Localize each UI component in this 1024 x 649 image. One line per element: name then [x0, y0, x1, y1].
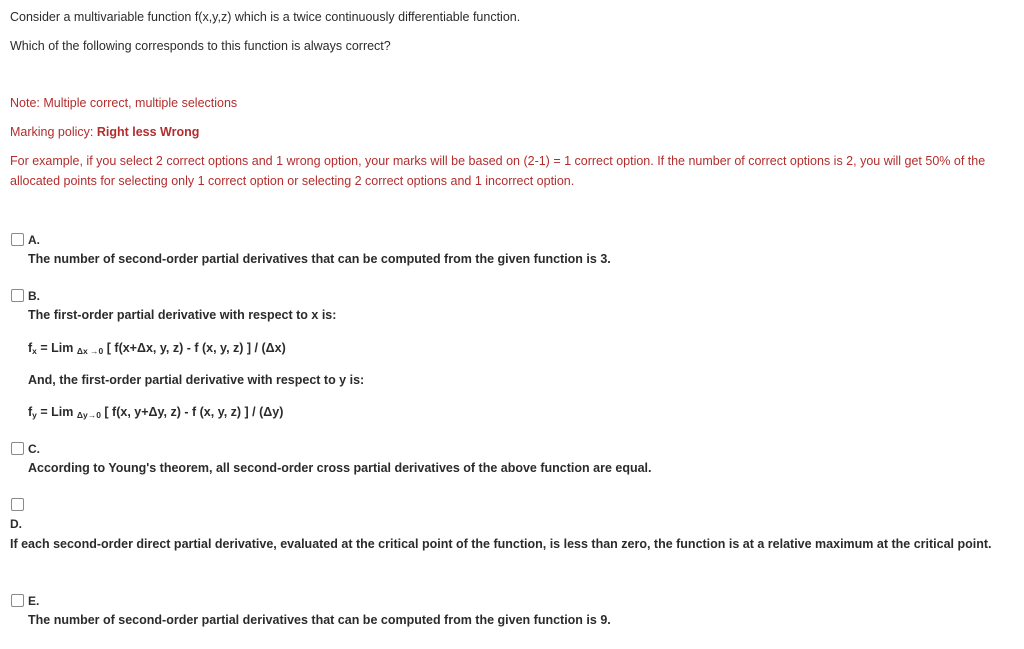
option-b-text-1[interactable]: The first-order partial derivative with respect to x is: — [28, 308, 337, 322]
marking-example: For example, if you select 2 correct options and 1 wrong option, your marks will be based on (2-1) = 1 correct option. If the number of correct options is 2, you will get 50% of the allocated points for selecting only 1 correct option or selecting 2 correct options and 1 incorrect option. — [10, 154, 986, 188]
option-d-checkbox[interactable] — [11, 498, 24, 511]
option-c-checkbox[interactable] — [11, 442, 24, 455]
option-a-text[interactable]: The number of second-order partial derivatives that can be computed from the given function is 3. — [28, 252, 611, 266]
option-e-checkbox[interactable] — [11, 594, 24, 607]
question-line-2: Which of the following corresponds to this function is always correct? — [10, 39, 391, 53]
fy-lim-subscript: Δy→0 — [76, 410, 101, 420]
question-line-1: Consider a multivariable function f(x,y,z) which is a twice continuously differentiable function. — [10, 10, 521, 24]
option-b-letter: B. — [28, 289, 40, 303]
option-c-letter: C. — [28, 442, 40, 456]
option-b-formula-fx — [28, 341, 286, 356]
option-b-formula-fy — [28, 405, 283, 420]
note-text: Note: Multiple correct, multiple selections — [10, 96, 238, 110]
marking-policy-value: Right less Wrong — [96, 125, 200, 139]
option-e-letter: E. — [28, 594, 40, 608]
option-b-text-2: And, the first-order partial derivative with respect to y is: — [28, 373, 365, 387]
fx-expression: [ f(x+Δx, y, z) - f (x, y, z) ] / (Δx) — [103, 341, 286, 355]
option-d-text[interactable]: If each second-order direct partial derivative, evaluated at the critical point of the function, is less than zero, the function is at a relative maximum at the critical point. — [10, 537, 992, 551]
fx-subscript: x — [32, 346, 37, 356]
marking-policy-label: Marking policy: — [10, 125, 97, 139]
fx-lim-subscript: Δx →0 — [76, 346, 104, 356]
fx-f: f — [28, 341, 33, 355]
option-a-checkbox[interactable] — [11, 233, 24, 246]
option-e-text[interactable]: The number of second-order partial derivatives that can be computed from the given function is 9. — [28, 613, 611, 627]
fy-lim: = Lim — [36, 405, 77, 419]
marking-policy — [10, 125, 199, 139]
fx-lim: = Lim — [36, 341, 77, 355]
fy-f: f — [28, 405, 33, 419]
option-b-checkbox[interactable] — [11, 289, 24, 302]
option-a-letter: A. — [28, 233, 40, 247]
fy-subscript: y — [32, 410, 37, 420]
option-d-letter: D. — [10, 517, 22, 531]
fy-expression: [ f(x, y+Δy, z) - f (x, y, z) ] / (Δy) — [100, 405, 284, 419]
option-c-text[interactable]: According to Young's theorem, all second-order cross partial derivatives of the above function are equal. — [28, 461, 652, 475]
